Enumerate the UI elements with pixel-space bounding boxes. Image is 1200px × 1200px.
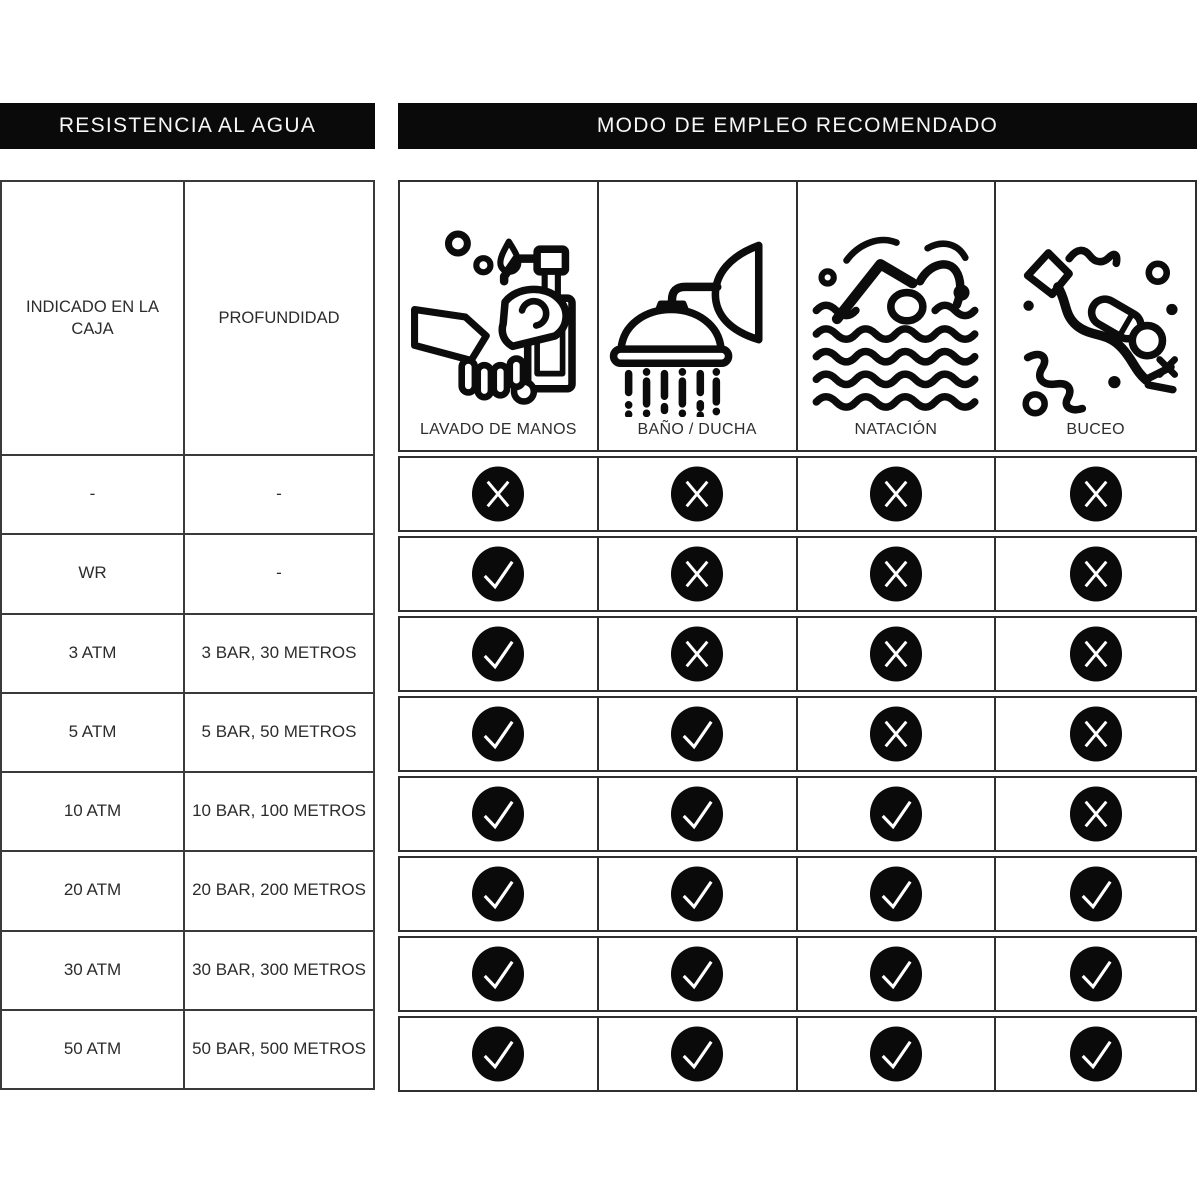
not-allowed-cross-mark [798, 458, 997, 530]
depth-cell: 10 BAR, 100 METROS [185, 771, 373, 850]
not-allowed-cross-mark [996, 698, 1195, 770]
not-allowed-cross-mark [996, 618, 1195, 690]
usage-row [398, 936, 1197, 1012]
not-allowed-cross-mark [599, 618, 798, 690]
allowed-check-mark [400, 618, 599, 690]
activity-bath-shower [599, 182, 798, 450]
not-allowed-cross-mark [599, 538, 798, 610]
column-header-depth: PROFUNDIDAD [218, 308, 340, 327]
allowed-check-mark [400, 698, 599, 770]
allowed-check-mark [996, 1018, 1195, 1090]
allowed-check-mark [798, 858, 997, 930]
depth-cell: 5 BAR, 50 METROS [185, 692, 373, 771]
rating-cell: 3 ATM [2, 613, 185, 692]
rating-cell: 50 ATM [2, 1009, 185, 1088]
not-allowed-cross-mark [599, 458, 798, 530]
usage-row [398, 536, 1197, 612]
allowed-check-mark [798, 938, 997, 1010]
swimming-icon [808, 219, 984, 417]
allowed-check-mark [599, 938, 798, 1010]
water-resistance-table [0, 180, 375, 1090]
usage-row [398, 776, 1197, 852]
allowed-check-mark [599, 698, 798, 770]
left-section-title: RESISTENCIA AL AGUA [58, 114, 317, 137]
usage-row [398, 696, 1197, 772]
not-allowed-cross-mark [798, 538, 997, 610]
bath-shower-icon [609, 219, 785, 417]
depth-cell: 30 BAR, 300 METROS [185, 930, 373, 1009]
allowed-check-mark [996, 858, 1195, 930]
rating-cell: 20 ATM [2, 850, 185, 929]
rating-cell: 30 ATM [2, 930, 185, 1009]
not-allowed-cross-mark [996, 458, 1195, 530]
allowed-check-mark [798, 1018, 997, 1090]
rating-cell: 10 ATM [2, 771, 185, 850]
depth-cell: 3 BAR, 30 METROS [185, 613, 373, 692]
allowed-check-mark [400, 1018, 599, 1090]
allowed-check-mark [599, 858, 798, 930]
activity-label: LAVADO DE MANOS [419, 421, 577, 438]
rating-cell: 5 ATM [2, 692, 185, 771]
left-section-title-bar [0, 103, 375, 149]
depth-cell: - [185, 533, 373, 612]
not-allowed-cross-mark [798, 698, 997, 770]
hand-washing-icon [410, 219, 586, 417]
allowed-check-mark [798, 778, 997, 850]
activity-label: NATACIÓN [854, 421, 938, 438]
usage-row [398, 1016, 1197, 1092]
allowed-check-mark [400, 538, 599, 610]
not-allowed-cross-mark [996, 538, 1195, 610]
activity-scuba-diving [996, 182, 1195, 450]
activity-hand-washing [400, 182, 599, 450]
not-allowed-cross-mark [996, 778, 1195, 850]
allowed-check-mark [400, 938, 599, 1010]
activity-label: BUCEO [1066, 421, 1125, 438]
allowed-check-mark [400, 858, 599, 930]
allowed-check-mark [996, 938, 1195, 1010]
rating-cell: WR [2, 533, 185, 612]
right-section-title: MODO DE EMPLEO RECOMENDADO [596, 114, 999, 137]
allowed-check-mark [599, 1018, 798, 1090]
column-header-indicated-on-case: INDICADO EN LA CAJA [2, 182, 185, 454]
allowed-check-mark [400, 778, 599, 850]
depth-cell: - [185, 454, 373, 533]
usage-row [398, 456, 1197, 532]
allowed-check-mark [599, 778, 798, 850]
scuba-diving-icon [1008, 219, 1184, 417]
not-allowed-cross-mark [798, 618, 997, 690]
activity-swimming [798, 182, 997, 450]
usage-row [398, 616, 1197, 692]
recommended-usage-table [398, 180, 1197, 1092]
not-allowed-cross-mark [400, 458, 599, 530]
depth-cell: 20 BAR, 200 METROS [185, 850, 373, 929]
activity-label: BAÑO / DUCHA [637, 421, 757, 438]
usage-row [398, 856, 1197, 932]
rating-cell: - [2, 454, 185, 533]
right-section-title-bar [398, 103, 1197, 149]
depth-cell: 50 BAR, 500 METROS [185, 1009, 373, 1088]
activities-header-row [398, 180, 1197, 452]
